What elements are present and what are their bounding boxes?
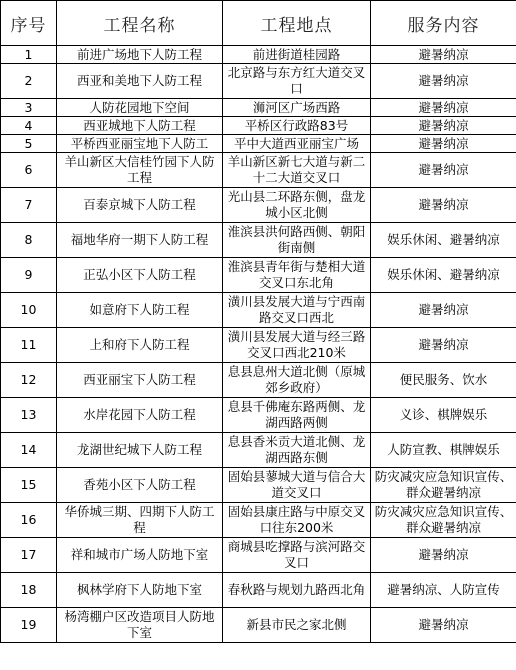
cell-seq: 5 — [1, 135, 57, 153]
table-row — [1, 433, 516, 468]
cell-location: 淮滨县洪何路西侧、朝阳街南侧 — [223, 223, 371, 258]
cell-name: 人防花园地下空间 — [57, 99, 223, 117]
cell-location: 浉河区广场西路 — [223, 99, 371, 117]
cell-service: 避暑纳凉 — [371, 99, 516, 117]
cell-seq: 11 — [1, 328, 57, 363]
cell-name: 水岸花园下人防工程 — [57, 398, 223, 433]
cell-seq: 14 — [1, 433, 57, 468]
cell-name: 香苑小区下人防工程 — [57, 468, 223, 503]
table-row — [1, 538, 516, 573]
cell-seq: 10 — [1, 293, 57, 328]
header-seq: 序号 — [1, 1, 57, 46]
cell-service: 避暑纳凉 — [371, 135, 516, 153]
cell-service: 避暑纳凉、人防宣传 — [371, 573, 516, 608]
cell-name: 正弘小区下人防工程 — [57, 258, 223, 293]
cell-seq: 1 — [1, 46, 57, 64]
table-row — [1, 363, 516, 398]
cell-name: 羊山新区大信桂竹园下人防工程 — [57, 153, 223, 188]
cell-seq: 4 — [1, 117, 57, 135]
cell-location: 息县息州大道北侧（原城郊乡政府） — [223, 363, 371, 398]
header-name: 工程名称 — [57, 1, 223, 46]
cell-name: 上和府下人防工程 — [57, 328, 223, 363]
header-row — [1, 1, 516, 46]
cell-seq: 7 — [1, 188, 57, 223]
cell-name: 西亚和美地下人防工程 — [57, 64, 223, 99]
cell-location: 前进街道桂园路 — [223, 46, 371, 64]
cell-name: 百泰京城下人防工程 — [57, 188, 223, 223]
table-row — [1, 135, 516, 153]
table-row — [1, 573, 516, 608]
cell-seq: 6 — [1, 153, 57, 188]
cell-service: 避暑纳凉 — [371, 538, 516, 573]
cell-seq: 17 — [1, 538, 57, 573]
cell-service: 防灾减灾应急知识宣传、群众避暑纳凉 — [371, 468, 516, 503]
cell-name: 西亚城地下人防工程 — [57, 117, 223, 135]
cell-service: 人防宣教、棋牌娱乐 — [371, 433, 516, 468]
cell-name: 祥和城市广场人防地下室 — [57, 538, 223, 573]
cell-seq: 8 — [1, 223, 57, 258]
cell-name: 华侨城三期、四期下人防工程 — [57, 503, 223, 538]
cell-location: 淮滨县青年街与楚相大道交叉口东北角 — [223, 258, 371, 293]
table-row — [1, 398, 516, 433]
cell-seq: 13 — [1, 398, 57, 433]
cell-location: 光山县二环路东侧，盘龙城小区北侧 — [223, 188, 371, 223]
cell-location: 春秋路与规划九路西北角 — [223, 573, 371, 608]
cell-name: 前进广场地下人防工程 — [57, 46, 223, 64]
cell-service: 避暑纳凉 — [371, 117, 516, 135]
cell-name: 平桥西亚丽宝地下人防工 — [57, 135, 223, 153]
cell-location: 新县市民之家北侧 — [223, 608, 371, 643]
cell-name: 杨湾棚户区改造项目人防地下室 — [57, 608, 223, 643]
cell-name: 枫林学府下人防地下室 — [57, 573, 223, 608]
cell-seq: 15 — [1, 468, 57, 503]
header-service: 服务内容 — [371, 1, 516, 46]
table-row — [1, 153, 516, 188]
cell-service: 避暑纳凉 — [371, 153, 516, 188]
cell-location: 息县千佛庵东路两侧、龙湖西路两侧 — [223, 398, 371, 433]
cell-location: 平桥区行政路83号 — [223, 117, 371, 135]
cell-service: 避暑纳凉 — [371, 46, 516, 64]
cell-location: 羊山新区新七大道与新二十二大道交叉口 — [223, 153, 371, 188]
table-row — [1, 293, 516, 328]
table-row — [1, 188, 516, 223]
cell-location: 潢川县发展大道与宁西南路交叉口西北 — [223, 293, 371, 328]
cell-seq: 18 — [1, 573, 57, 608]
cell-seq: 16 — [1, 503, 57, 538]
cell-location: 固始县蓼城大道与信合大道交叉口 — [223, 468, 371, 503]
cell-service: 避暑纳凉 — [371, 188, 516, 223]
table-row — [1, 503, 516, 538]
cell-seq: 19 — [1, 608, 57, 643]
table-row — [1, 328, 516, 363]
table-row — [1, 46, 516, 64]
cell-name: 西亚丽宝下人防工程 — [57, 363, 223, 398]
cell-location: 平中大道西亚丽宝广场 — [223, 135, 371, 153]
cell-location: 商城县吃撑路与滨河路交叉口 — [223, 538, 371, 573]
cell-seq: 9 — [1, 258, 57, 293]
cell-seq: 3 — [1, 99, 57, 117]
cell-service: 避暑纳凉 — [371, 608, 516, 643]
header-location: 工程地点 — [223, 1, 371, 46]
table-row — [1, 64, 516, 99]
table-row — [1, 223, 516, 258]
cell-seq: 2 — [1, 64, 57, 99]
table-row — [1, 258, 516, 293]
cell-seq: 12 — [1, 363, 57, 398]
cell-service: 便民服务、饮水 — [371, 363, 516, 398]
cell-location: 固始县康庄路与中原交叉口往东200米 — [223, 503, 371, 538]
cell-name: 福地华府一期下人防工程 — [57, 223, 223, 258]
table-row — [1, 608, 516, 643]
cell-location: 息县香米贡大道北侧、龙湖西路东侧 — [223, 433, 371, 468]
cell-service: 娱乐休闲、避暑纳凉 — [371, 223, 516, 258]
cell-location: 潢川县发展大道与经三路交叉口西北210米 — [223, 328, 371, 363]
cell-name: 如意府下人防工程 — [57, 293, 223, 328]
table-row — [1, 117, 516, 135]
cell-service: 避暑纳凉 — [371, 293, 516, 328]
cell-location: 北京路与东方红大道交叉口 — [223, 64, 371, 99]
table-row — [1, 99, 516, 117]
cell-name: 龙湖世纪城下人防工程 — [57, 433, 223, 468]
cell-service: 避暑纳凉 — [371, 64, 516, 99]
cell-service: 防灾减灾应急知识宣传、群众避暑纳凉 — [371, 503, 516, 538]
cell-service: 避暑纳凉 — [371, 328, 516, 363]
cell-service: 义诊、棋牌娱乐 — [371, 398, 516, 433]
cell-service: 娱乐休闲、避暑纳凉 — [371, 258, 516, 293]
table-row — [1, 468, 516, 503]
